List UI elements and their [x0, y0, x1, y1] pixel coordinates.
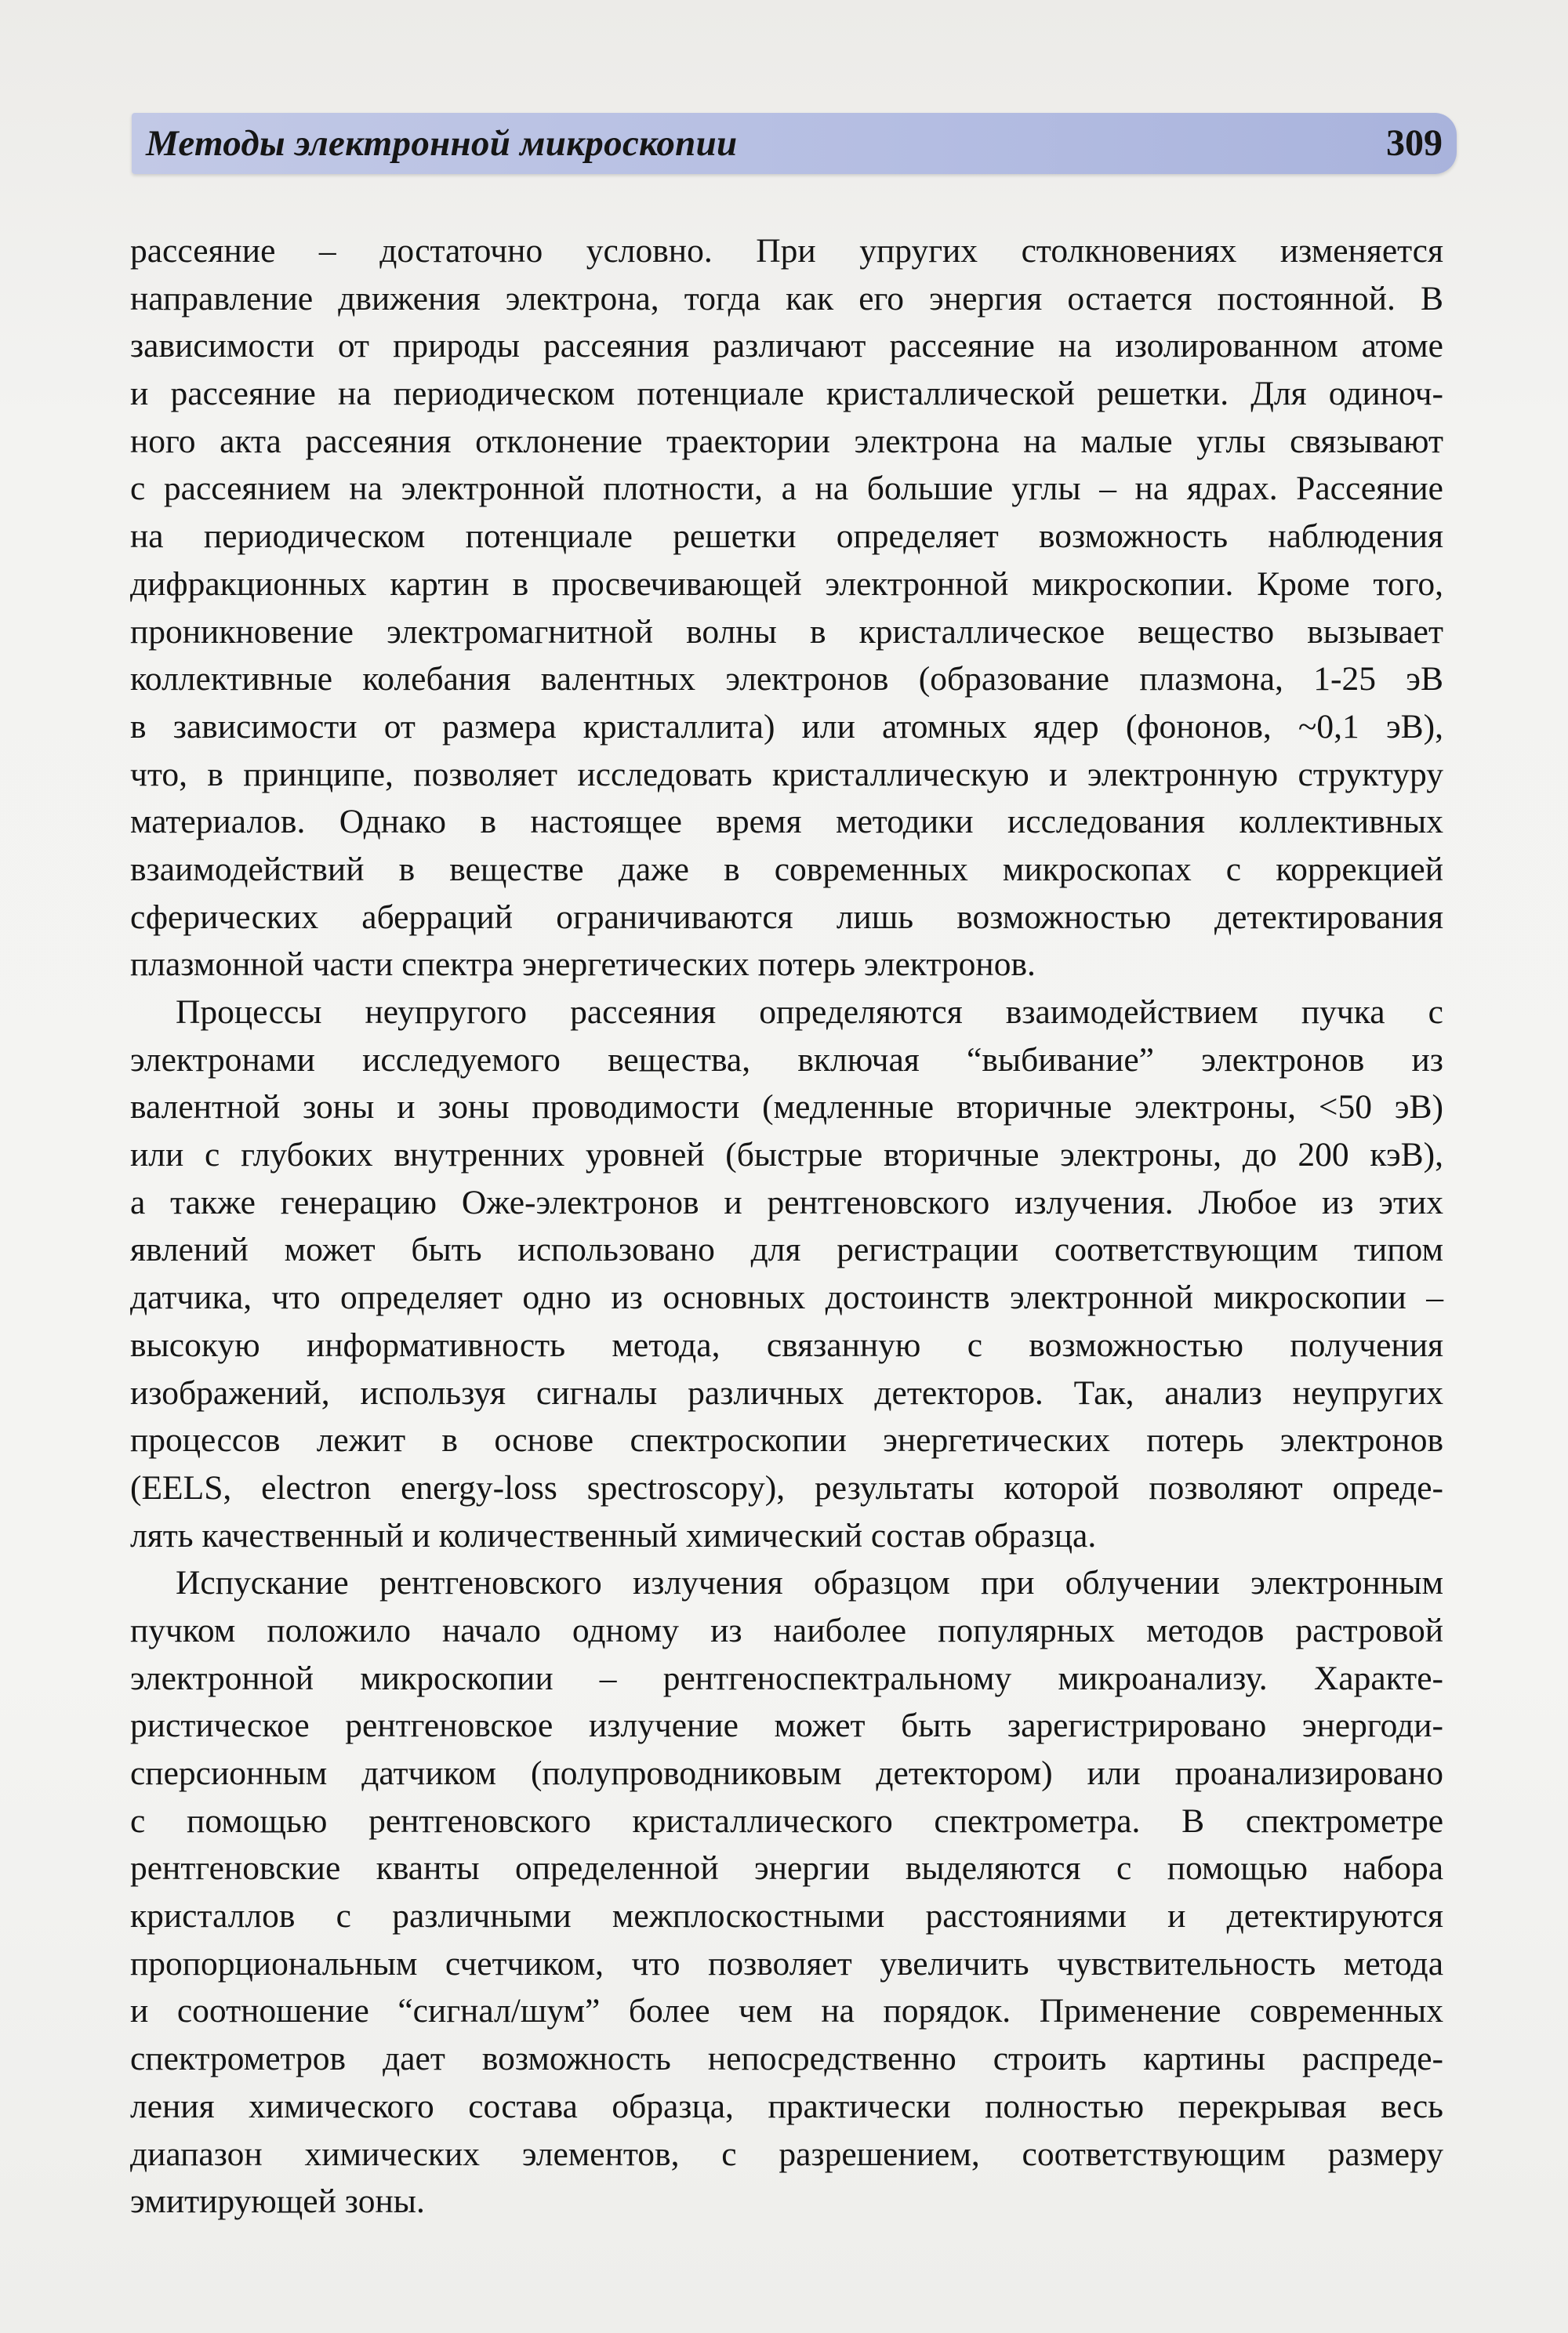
text-line: валентной зоны и зоны проводимости (медленные вторичные электроны, <50 эВ)	[130, 1088, 1443, 1127]
text-line: Процессы неупругого рассеяния определяются взаимодействием пучка с	[176, 993, 1443, 1031]
text-line: эмитирующей зоны.	[130, 2182, 425, 2221]
text-line: электронной микроскопии – рентгеноспектральному микроанализу. Характе-	[130, 1659, 1443, 1697]
text-line: (EELS, electron energy-loss spectroscopy), результаты которой позволяют опреде-	[130, 1468, 1443, 1507]
text-line: лять качественный и количественный химический состав образца.	[130, 1516, 1097, 1555]
text-line: пучком положило начало одному из наиболее популярных методов растровой	[130, 1611, 1443, 1649]
text-line: рентгеновские кванты определенной энергии выделяются с помощью набора	[130, 1849, 1443, 1888]
text-line: дифракционных картин в просвечивающей электронной микроскопии. Кроме того,	[130, 564, 1443, 603]
page-number: 309	[1386, 122, 1443, 164]
text-line: рассеяние – достаточно условно. При упругих столкновениях изменяется	[130, 232, 1443, 270]
text-line: а также генерацию Оже-электронов и рентгеновского излучения. Любое из этих	[130, 1183, 1443, 1221]
text-line: ления химического состава образца, практически полностью перекрывая весь	[130, 2087, 1443, 2125]
text-line: сферических аберраций ограничиваются лишь возможностью детектирования	[130, 898, 1443, 936]
text-line: и соотношение “сигнал/шум” более чем на порядок. Применение современных	[130, 1992, 1443, 2030]
text-line: спектрометров дает возможность непосредственно строить картины распреде-	[130, 2040, 1443, 2078]
text-line: процессов лежит в основе спектроскопии энергетических потерь электронов	[130, 1421, 1443, 1460]
text-line: плазмонной части спектра энергетических потерь электронов.	[130, 945, 1036, 984]
text-line: диапазон химических элементов, с разрешением, соответствующим размеру	[130, 2135, 1443, 2173]
paragraph-3	[130, 1559, 1443, 2226]
text-line: на периодическом потенциале решетки определяет возможность наблюдения	[130, 517, 1443, 556]
text-line: в зависимости от размера кристаллита) или атомных ядер (фононов, ~0,1 эВ),	[130, 707, 1443, 746]
text-line: пропорциональным счетчиком, что позволяет увеличить чувствительность метода	[130, 1944, 1443, 1983]
text-line: или с глубоких внутренних уровней (быстрые вторичные электроны, до 200 кэВ),	[130, 1136, 1443, 1174]
text-line: проникновение электромагнитной волны в кристаллическое вещество вызывает	[130, 612, 1443, 651]
paragraph-2	[130, 989, 1443, 1559]
body-text	[130, 227, 1443, 2226]
text-line: и рассеяние на периодическом потенциале кристаллической решетки. Для одиноч-	[130, 375, 1443, 413]
text-line: направление движения электрона, тогда как его энергия остается постоянной. В	[130, 279, 1443, 317]
paragraph-1	[130, 227, 1443, 989]
text-line: взаимодействий в веществе даже в современных микроскопах с коррекцией	[130, 850, 1443, 888]
text-line: датчика, что определяет одно из основных достоинств электронной микроскопии –	[130, 1279, 1443, 1317]
text-line: электронами исследуемого вещества, включая “выбивание” электронов из	[130, 1040, 1443, 1079]
text-line: ного акта рассеяния отклонение траектории электрона на малые углы связывают	[130, 422, 1443, 460]
text-line: кристаллов с различными межплоскостными расстояниями и детектируются	[130, 1897, 1443, 1936]
text-line: изображений, используя сигналы различных детекторов. Так, анализ неупругих	[130, 1373, 1443, 1412]
text-line: что, в принципе, позволяет исследовать кристаллическую и электронную структуру	[130, 755, 1443, 793]
text-line: ристическое рентгеновское излучение может быть зарегистрировано энергоди-	[130, 1707, 1443, 1745]
text-line: явлений может быть использовано для регистрации соответствующим типом	[130, 1231, 1443, 1269]
text-line: материалов. Однако в настоящее время методики исследования коллективных	[130, 803, 1443, 841]
text-line: сперсионным датчиком (полупроводниковым детектором) или проанализировано	[130, 1754, 1443, 1792]
running-head-bar	[132, 113, 1457, 174]
running-title: Методы электронной микроскопии	[146, 123, 738, 164]
text-line: зависимости от природы рассеяния различают рассеяние на изолированном атоме	[130, 327, 1443, 365]
text-line: Испускание рентгеновского излучения образцом при облучении электронным	[176, 1564, 1443, 1602]
text-line: с помощью рентгеновского кристаллического спектрометра. В спектрометре	[130, 1801, 1443, 1840]
text-line: с рассеянием на электронной плотности, а на большие углы – на ядрах. Рассеяние	[130, 470, 1443, 508]
text-line: коллективные колебания валентных электронов (образование плазмона, 1-25 эВ	[130, 660, 1443, 698]
text-line: высокую информативность метода, связанную с возможностью получения	[130, 1326, 1443, 1364]
